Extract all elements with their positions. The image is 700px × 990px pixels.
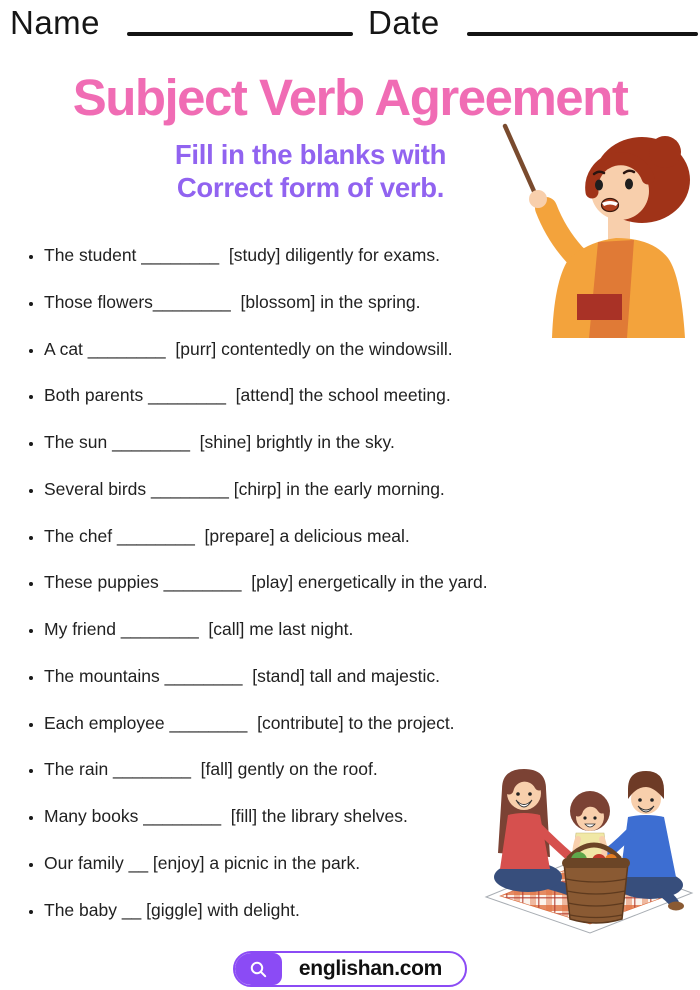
family-picnic-illustration (478, 757, 700, 935)
sentence-item: • The sun ________ [shine] brightly in the sky. (44, 419, 686, 466)
sentence-item: • The chef ________ [prepare] a delicious meal. (44, 513, 686, 560)
sentence-item: • Many books ________ [fill] the library shelves. (44, 793, 686, 840)
website-badge[interactable] (233, 951, 467, 987)
sentence-item: • A cat ________ [purr] contentedly on the windowsill. (44, 326, 686, 373)
sentence-item: • Our family __ [enjoy] a picnic in the park. (44, 840, 686, 887)
date-label: Date (368, 4, 440, 41)
sentence-item: • Both parents ________ [attend] the school meeting. (44, 372, 686, 419)
sentence-item: • The rain ________ [fall] gently on the roof. (44, 746, 686, 793)
name-write-line[interactable] (127, 32, 353, 36)
sentence-item: • The mountains ________ [stand] tall and majestic. (44, 653, 686, 700)
sentence-item: • The baby __ [giggle] with delight. (44, 887, 686, 934)
sentence-item: • Those flowers________ [blossom] in the spring. (44, 279, 686, 326)
name-label: Name (10, 4, 101, 41)
page-title: Subject Verb Agreement (72, 69, 628, 126)
instructions-line-2: Correct form of verb. (176, 172, 445, 203)
sentence-item: • Each employee ________ [contribute] to the project. (44, 700, 686, 747)
sentence-item: • The student ________ [study] diligently for exams. (44, 232, 686, 279)
search-icon (235, 953, 282, 985)
sentence-item: • These puppies ________ [play] energetically in the yard. (44, 559, 686, 606)
sentence-item: • Several birds ________ [chirp] in the early morning. (44, 466, 686, 513)
instructions (58, 138, 563, 204)
date-write-line[interactable] (467, 32, 698, 36)
sentence-item: • My friend ________ [call] me last night. (44, 606, 686, 653)
website-url: englishan.com (298, 957, 443, 980)
pointer-stick-icon (505, 126, 537, 198)
instructions-line-1: Fill in the blanks with (174, 139, 447, 170)
